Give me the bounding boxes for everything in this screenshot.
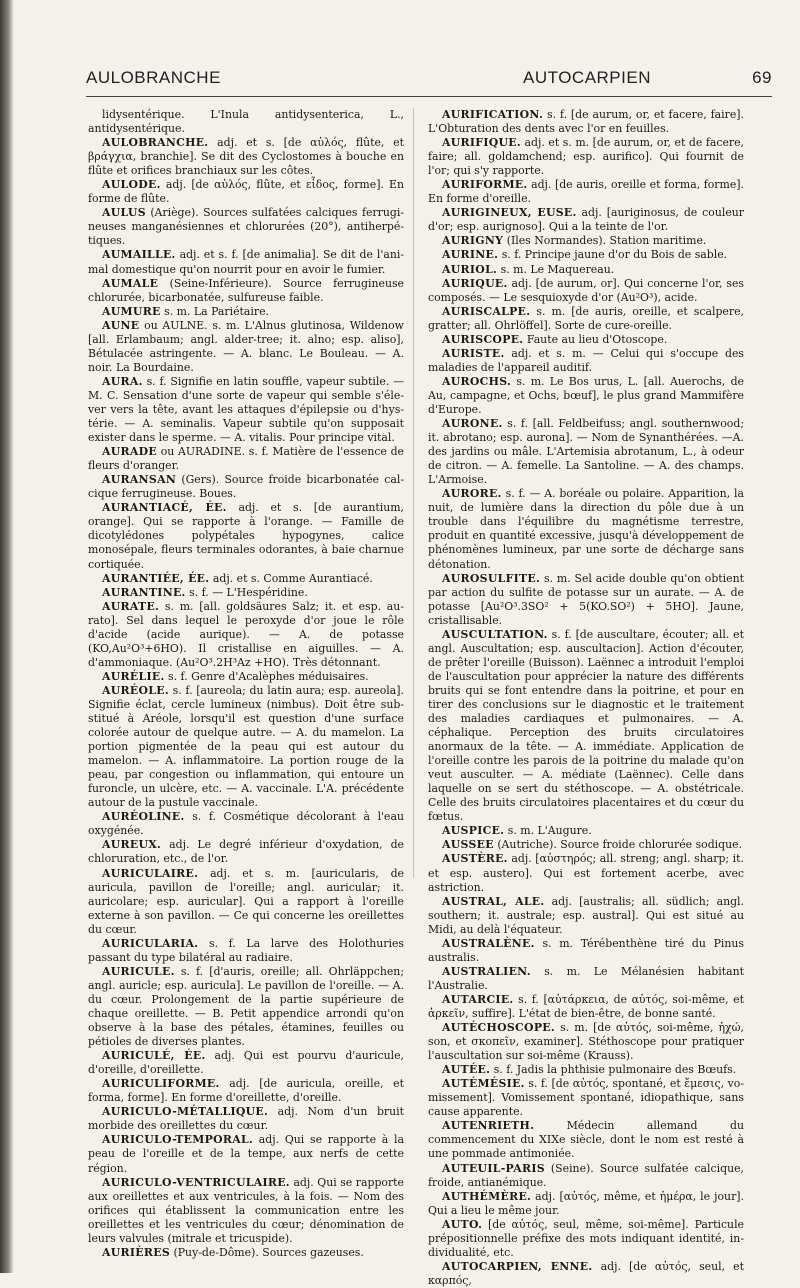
entry-definition: adj. Qui est pourvu d'auricule, d'oreille, d'oreillette. — [88, 1049, 405, 1077]
entry-definition: s. m. Sel acide double qu'on obtient par action du sulfite de potasse sur un aurate. — A. de potasse [Au²O³.3SO² + 5(KO.SO²) + 5HO]. Jaune, cristallisable. — [428, 571, 744, 627]
dictionary-entry — [428, 1260, 744, 1288]
entry-definition: adj. [αὐτός, même, et ἡμέρα, le jour]. Qui a lieu le même jour. — [428, 1189, 744, 1217]
entry-headword: AURÉOLINE. — [102, 810, 185, 824]
entry-definition: adj. [de aurum, or]. Qui concerne l'or, ses composés. — Le sesquioxyde d'or (Au²O³), acide. — [428, 276, 745, 304]
entry-definition: adj. Qui se rapporte à la peau de l'oreille et de la tempe, aux nerfs de cette région. — [88, 1133, 404, 1175]
entry-definition: s. f. [de auscultare, écouter; all. et angl. Auscultation; esp. auscultacion]. Action d'écouter, de prêter l'oreille (Buisson). Laënnec a introduit l'emploi de l'auscultation pour apprécier la nature des différents bruits qui se font entendre dans la poitrine, et pour en tirer des conclusions sur le diagnostic et le traitement des maladies cardiaques et pulmonaires. — A. céphalique. Perception des bruits circulatoires anormaux de la tête. — A. immédiate. Application de l'oreille contre les parois de la poitrine du malade qu'on veut ausculter. — A. médiate (Laënnec). Celle dans laquelle on se sert du stéthoscope. — A. obstétricale. Celle des bruits circulatoires placentaires et du cœur du fœtus. — [428, 627, 744, 824]
dictionary-entry — [428, 347, 744, 375]
dictionary-entry — [88, 684, 404, 810]
dictionary-entry — [428, 136, 744, 178]
dictionary-entry — [428, 965, 744, 993]
entry-definition: (Gers). Source froide bicarbonatée calcique ferrugineuse. Boues. — [88, 473, 404, 501]
entry-definition: s. f. — L'Hespéridine. — [189, 585, 308, 599]
entry-headword: AUTÉE. — [442, 1063, 491, 1077]
entry-headword: AUSTRALIEN. — [442, 964, 531, 978]
page-number: 69 — [752, 68, 772, 87]
dictionary-entry — [428, 852, 744, 894]
entry-headword: AURADE — [102, 445, 157, 459]
entry-headword: AUSSEE — [442, 838, 494, 852]
entry-definition: (Autriche). Source froide chlorurée sodique. — [497, 838, 743, 852]
entry-headword: AURICULO-VENTRICULAIRE. — [102, 1175, 290, 1189]
dictionary-entry — [88, 248, 404, 276]
dictionary-entry — [428, 277, 744, 305]
dictionary-entry — [428, 1190, 744, 1218]
entry-headword: AURICULAIRE. — [102, 866, 199, 880]
entry-headword: AURANTIÉE, ÉE. — [102, 571, 210, 585]
dictionary-entry — [88, 1077, 404, 1105]
dictionary-entry — [428, 178, 744, 206]
entry-headword: AURICULE. — [102, 964, 175, 978]
dictionary-entry — [428, 1162, 744, 1190]
entry-headword: AUROSULFITE. — [442, 571, 541, 585]
dictionary-entry — [428, 1063, 744, 1077]
dictionary-entry — [88, 1049, 404, 1077]
dictionary-entry — [88, 867, 404, 937]
dictionary-entry — [88, 136, 404, 178]
entry-headword: AUMURE — [102, 304, 161, 318]
entry-headword: AURIFICATION. — [442, 108, 544, 121]
entry-definition: adj. et s. m. [auricularis, de auricula, pavillon de l'oreille; angl. auricular; it. auricolare; esp. auricular]. Qui a rapport à l'oreille externe à son pavillon. — Ce qui concerne les oreillettes du cœur. — [88, 866, 404, 936]
dictionary-entry — [428, 628, 744, 825]
dictionary-entry — [428, 1218, 744, 1260]
entry-headword: AURICULARIA. — [102, 936, 199, 950]
entry-definition: (Iles Normandes). Station maritime. — [506, 234, 707, 248]
dictionary-entry — [88, 206, 404, 248]
entry-headword: AURA. — [102, 374, 143, 388]
dictionary-entry — [88, 319, 404, 375]
dictionary-entry — [88, 670, 404, 684]
dictionary-entry — [88, 965, 404, 1049]
entry-headword: AURIGINEUX, EUSE. — [442, 206, 577, 220]
entry-headword: AURIOL. — [442, 262, 498, 276]
entry-headword: AURIFORME. — [442, 178, 528, 192]
entry-definition: s. m. [all. goldsäures Salz; it. et esp. aurato]. Sel dans lequel le peroxyde d'or joue le rôle d'acide (acide aurique). — A. de potasse (KO,Au²O³+6HO). Il cristallise en aiguilles. — A. d'ammoniaque. (Au²O³.2H³Az +HO). Très détonnant. — [88, 599, 404, 669]
entry-definition: adj. [de auricula, oreille, et forma, forme]. En forme d'oreillette, d'oreille. — [88, 1077, 404, 1105]
entry-definition: [de αὐτός, seul, même, soi-même]. Particule prépositionnelle préfixe des mots indiquant identité, individualité, etc. — [428, 1217, 745, 1259]
entry-headword: AUREUX. — [102, 838, 162, 852]
entry-headword: AURICULÉ, ÉE. — [102, 1049, 206, 1063]
entry-headword: AURONE. — [442, 417, 503, 431]
entry-definition: s. f. — A. boréale ou polaire. Apparition, la nuit, de lumière dans la direction du pôle due à un trouble dans l'équilibre du magnétisme terrestre, produit en quantité excessive, jusqu'à développement de phénomènes lumineux, par une sorte de décharge sans détonation. — [428, 487, 744, 571]
entry-definition: s. f. Genre d'Acalèphes méduisaires. — [168, 669, 369, 683]
entry-definition: s. f. [de aurum, or, et facere, faire]. L'Obturation des dents avec l'or en feuilles. — [428, 108, 745, 136]
entry-definition: s. m. Térébenthène tiré du Pinus australis. — [428, 936, 745, 964]
dictionary-entry — [88, 305, 404, 319]
entry-headword: AUSPICE. — [442, 824, 505, 838]
entry-headword: AUMALE — [102, 276, 159, 290]
dictionary-entry — [88, 277, 404, 305]
entry-definition: s. f. Signifie en latin souffle, vapeur subtile. — M. C. Sensation d'une sorte de vapeur qui semble s'élever vers la tête, avant les attaques d'épilepsie ou d'hystérie. — A. seminalis. Vapeur subtile qu'on supposait exister dans le sperme. — A. vitalis. Pour principe vital. — [88, 374, 404, 445]
entry-definition: adj. et s. [de αὐλός, flûte, et βράγχια, branchie]. Se dit des Cyclostomes à bouche en flûte et orifices branchiaux sur les côtes. — [88, 136, 404, 178]
entry-definition: s. m. Le Mélanésien habitant l'Australie. — [428, 964, 744, 992]
dictionary-entry — [428, 1119, 744, 1161]
dictionary-entry — [88, 937, 404, 965]
entry-definition: s. m. [de αὐτός, soi-même, ἠχώ, son, et σκοπεῖν, examiner]. Stéthoscope pour pratiquer l'auscultation sur soi-même (Krauss). — [428, 1021, 744, 1063]
dictionary-entry — [428, 305, 744, 333]
dictionary-entry — [428, 572, 744, 628]
entry-headword: AURANTINE. — [102, 585, 186, 599]
dictionary-entry — [88, 375, 404, 445]
right-column — [428, 108, 744, 1288]
dictionary-entry — [428, 937, 744, 965]
entry-definition: adj. et s. m. — Celui qui s'occupe des maladies de l'appareil auditif. — [428, 346, 744, 374]
dictionary-entry — [88, 572, 404, 586]
left-column — [88, 108, 404, 1260]
entry-headword: AUTEUIL-PARIS — [442, 1161, 545, 1175]
left-guide-word: AULOBRANCHE — [86, 68, 221, 87]
entry-headword: AUSTRALÈNE. — [442, 936, 535, 950]
entry-headword: AURIGNY — [442, 234, 504, 248]
entry-headword: AURANTIACÉ, ÉE. — [102, 501, 227, 515]
entry-definition: s. f. Principe jaune d'or du Bois de sable. — [501, 248, 728, 262]
dictionary-entry — [428, 417, 744, 487]
entry-headword: AURÉLIE. — [102, 669, 165, 683]
entry-definition: adj. [auriginosus, de couleur d'or; esp. aurignoso]. Qui a la teinte de l'or. — [428, 206, 744, 234]
entry-definition: (Seine-Inférieure). Source ferrugineuse chlorurée, bicarbonatée, sulfureuse faible. — [88, 276, 404, 304]
entry-definition: (Ariège). Sources sulfatées calciques ferrugineuses manganésiennes et chlorurées (20°), antiherpétiques. — [88, 206, 404, 248]
entry-definition: ou AULNE. s. m. L'Alnus glutinosa, Wildenow [all. Erlambaum; angl. alder-tree; it. alno; esp. aliso], Bétulacée astringente. — A. blanc. Le Bouleau. — A. noir. La Bourdaine. — [88, 318, 405, 374]
entry-headword: AUSCULTATION. — [442, 627, 548, 641]
entry-headword: AURÉOLE. — [102, 683, 169, 697]
entry-headword: AUMAILLE. — [102, 248, 176, 262]
entry-definition: s. f. Jadis la phthisie pulmonaire des Bœufs. — [493, 1063, 737, 1077]
entry-headword: AUTENRIETH. — [442, 1119, 535, 1133]
dictionary-entry — [88, 1176, 404, 1246]
entry-definition: s. m. Le Bos urus, L. [all. Auerochs, de Au, campagne, et Ochs, bœuf], le plus grand Mammifère d'Europe. — [428, 374, 744, 416]
dictionary-entry — [428, 108, 744, 136]
entry-definition: adj. [australis; all. südlich; angl. southern; it. australe; esp. austral]. Qui est situé au Midi, au delà l'équateur. — [428, 894, 744, 936]
entry-headword: AUTHÉMÈRE. — [442, 1189, 532, 1203]
entry-definition: s. f. La larve des Holothuries passant du type bilatéral au radiaire. — [88, 936, 404, 964]
entry-definition: s. f. [d'auris, oreille; all. Ohrläppchen; angl. auricle; esp. auricula]. Le pavillon de l'oreille. — A. du cœur. Prolongement de la partie supérieure de chaque oreillette. — B. Petit appendice arrondi qu'on observe à la base des pétales, étamines, feuilles ou pétioles de diverses plantes. — [88, 964, 404, 1049]
entry-definition: adj. et s. f. [de animalia]. Se dit de l'animal domestique qu'on nourrit pour en avoir le fumier. — [88, 248, 405, 276]
entry-headword: AUSTRAL, ALE. — [442, 894, 545, 908]
entry-definition: adj. [αὐστηρός; all. streng; angl. sharp; it. et esp. austero]. Qui est fortement acerbe, avec astriction. — [428, 852, 744, 894]
entry-headword: AUTARCIE. — [442, 992, 514, 1006]
entry-definition: lidysentérique. L'Inula antidysenterica, L., antidysentérique. — [88, 108, 404, 136]
entry-headword: AUROCHS. — [442, 374, 512, 388]
entry-headword: AUTÉMÉSIE. — [442, 1077, 525, 1091]
entry-headword: AURORE. — [442, 487, 502, 501]
entry-headword: AUTO. — [442, 1217, 483, 1231]
dictionary-entry — [88, 1105, 404, 1133]
dictionary-entry — [428, 248, 744, 262]
entry-headword: AURANSAN — [102, 473, 177, 487]
entry-headword: AUTÉCHOSCOPE. — [442, 1021, 555, 1035]
dictionary-entry — [88, 1133, 404, 1175]
entry-headword: AULOBRANCHE. — [102, 136, 209, 150]
entry-definition: adj. et s. Comme Aurantiacé. — [212, 571, 373, 585]
dictionary-entry — [428, 895, 744, 937]
entry-definition: adj. [de αὐτός, seul, et καρπός, — [428, 1259, 744, 1287]
dictionary-entry — [428, 1077, 744, 1119]
entry-definition: adj. [de auris, oreille et forma, forme]. En forme d'oreille. — [428, 178, 744, 206]
entry-definition: adj. [de αὐλός, flûte, et εἶδος, forme]. En forme de flûte. — [88, 178, 404, 206]
entry-definition: s. f. [aureola; du latin aura; esp. aureola]. Signifie éclat, cercle lumineux (nimbus). Doit être substitué à Aréole, lorsqu'il est question d'une surface colorée autour de quelque autre. — A. du mamelon. La portion pigmentée de la peau qui est autour du mamelon. — A. inflammatoire. La portion rouge de la peau, par congestion ou inflammation, qui entoure un furoncle, un ulcère, etc. — A. vaccinale. L'A. précédente autour de la pustule vaccinale. — [88, 683, 404, 810]
entry-headword: AURIFIQUE. — [442, 136, 521, 150]
entry-definition: adj. Qui se rapporte aux oreillettes et aux ventricules, à la fois. — Nom des orifices qui établissent la communication entre les oreillettes et les ventricules du cœur; dénomination de leurs valvules (mitrale et tricuspide). — [88, 1175, 404, 1245]
entry-definition: adj. et s. [de aurantium, orange]. Qui se rapporte à l'orange. — Famille de dicotylédones polypétales hypogynes, calice monosépale, fleurs terminales odorantes, à baie charnue cortiquée. — [88, 501, 405, 571]
entry-headword: AULUS — [102, 206, 146, 220]
dictionary-entry — [428, 375, 744, 417]
dictionary-entry — [88, 810, 404, 838]
dictionary-entry — [88, 586, 404, 600]
entry-definition: (Seine). Source sulfatée calcique, froide, antianémique. — [428, 1161, 744, 1189]
dictionary-entry — [88, 838, 404, 866]
dictionary-entry — [428, 206, 744, 234]
entry-headword: AURISTE. — [442, 346, 505, 360]
dictionary-entry — [428, 824, 744, 838]
entry-headword: AURICULO-TEMPORAL. — [102, 1133, 254, 1147]
entry-definition: s. m. L'Augure. — [507, 824, 592, 838]
entry-definition: s. m. La Pariétaire. — [164, 304, 270, 318]
dictionary-entry — [428, 333, 744, 347]
dictionary-entry — [428, 993, 744, 1021]
entry-definition: s. m. Le Maquereau. — [500, 262, 615, 276]
entry-headword: AURISCOPE. — [442, 332, 524, 346]
entry-headword: AUNE — [102, 318, 140, 332]
entry-definition: adj. et s. m. [de aurum, or, et de facere, faire; all. goldamchend; esp. aurifico]. Qui fournit de l'or; qui s'y rapporte. — [428, 136, 744, 178]
entry-headword: AURIÈRES — [102, 1245, 171, 1259]
dictionary-entry — [88, 1246, 404, 1260]
entry-headword: AURICULO-MÉTALLIQUE. — [102, 1105, 269, 1119]
header-rule — [86, 96, 772, 97]
dictionary-entry — [88, 445, 404, 473]
entry-definition: s. f. [αὐτάρκεια, de αὐτός, soi-même, et ἀρκεῖν, suffire]. L'état de bien-être, de bonne santé. — [428, 992, 744, 1020]
dictionary-entry — [88, 473, 404, 501]
dictionary-entry — [88, 108, 404, 136]
entry-headword: AURICULIFORME. — [102, 1077, 220, 1091]
entry-definition: s. f. Cosmétique décolorant à l'eau oxygénée. — [88, 810, 404, 838]
entry-headword: AURIQUE. — [442, 276, 508, 290]
entry-definition: (Puy-de-Dôme). Sources gazeuses. — [173, 1245, 364, 1259]
entry-definition: s. m. [de auris, oreille, et scalpere, gratter; all. Ohrlöffel]. Sorte de cure-oreille. — [428, 304, 744, 332]
entry-headword: AURISCALPE. — [442, 304, 531, 318]
dictionary-entry — [428, 234, 744, 248]
entry-definition: s. f. [de αὐτός, spontané, et ἔμεσις, vomissement]. Vomissement spontané, idiopathique, sans cause apparente. — [428, 1077, 744, 1119]
entry-definition: ou AURADINE. s. f. Matière de l'essence de fleurs d'oranger. — [88, 445, 405, 473]
entry-definition: Faute au lieu d'Otoscope. — [526, 332, 668, 346]
dictionary-entry — [428, 487, 744, 571]
dictionary-entry — [88, 178, 404, 206]
entry-headword: AULODE. — [102, 178, 161, 192]
entry-headword: AURINE. — [442, 248, 499, 262]
dictionary-entry — [428, 1021, 744, 1063]
dictionary-entry — [428, 838, 744, 852]
right-guide-word: AUTOCARPIEN — [523, 68, 651, 87]
page-edge-shadow — [0, 0, 14, 1273]
dictionary-entry — [88, 600, 404, 670]
dictionary-entry — [88, 501, 404, 571]
entry-headword: AURATE. — [102, 599, 160, 613]
entry-headword: AUTOCARPIEN, ENNE. — [442, 1259, 593, 1273]
running-head — [86, 68, 772, 90]
dictionary-entry — [428, 263, 744, 277]
entry-definition: adj. Le degré inférieur d'oxydation, de chloruration, etc., de l'or. — [88, 838, 405, 866]
entry-headword: AUSTÈRE. — [442, 852, 508, 866]
entry-definition: adj. Nom d'un bruit morbide des oreillettes du cœur. — [88, 1105, 404, 1133]
column-divider — [413, 108, 414, 878]
entry-definition: s. f. [all. Feldbeifuss; angl. southernwood; it. abrotano; esp. aurona]. — Nom de Synanthérées. —A. des jardins ou mâle. L'Artemisia abrotanum, L., à odeur de citron. — A. femelle. La Santoline. — A. des champs. L'Armoise. — [428, 417, 745, 487]
entry-definition: Médecin allemand du commencement du XIXe siècle, dont le nom est resté à une pommade antimoniée. — [428, 1119, 744, 1161]
